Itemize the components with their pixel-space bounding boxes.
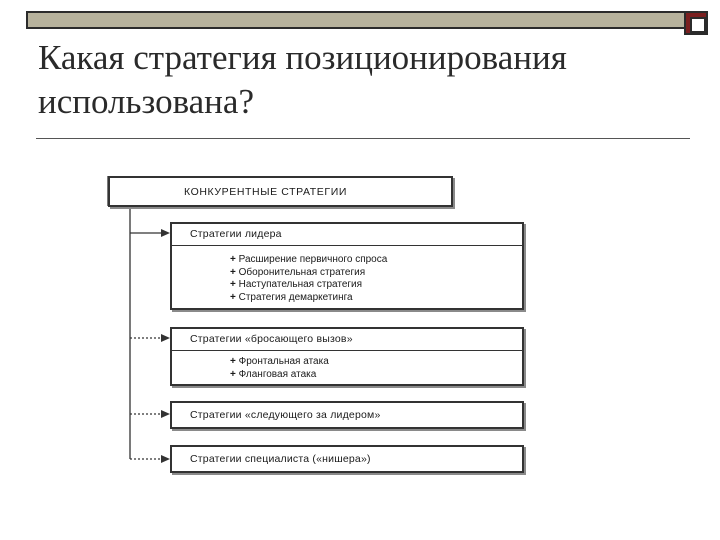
list-item: + Стратегия демаркетинга bbox=[230, 292, 387, 305]
strategy-header bbox=[172, 224, 522, 246]
list-item: + Оборонительная стратегия bbox=[230, 267, 387, 280]
list-item: + Фланговая атака bbox=[230, 369, 329, 382]
list-item: + Расширение первичного спроса bbox=[230, 254, 387, 267]
strategy-box-nicher bbox=[170, 445, 524, 473]
list-item: + Наступательная стратегия bbox=[230, 279, 387, 292]
strategy-header bbox=[172, 329, 522, 351]
strategy-items bbox=[230, 356, 329, 381]
strategy-title: Стратегии лидера bbox=[190, 228, 282, 240]
list-item: + Фронтальная атака bbox=[230, 356, 329, 369]
root-label: КОНКУРЕНТНЫЕ СТРАТЕГИИ bbox=[184, 185, 347, 198]
arrow-challenger-icon bbox=[161, 334, 170, 342]
strategy-title: Стратегии «следующего за лидером» bbox=[190, 409, 381, 421]
strategy-title: Стратегии специалиста («нишера») bbox=[190, 453, 371, 465]
root-box bbox=[108, 176, 453, 207]
strategy-box-leader bbox=[170, 222, 524, 310]
arrow-follower-icon bbox=[161, 410, 170, 418]
arrow-leader-icon bbox=[161, 229, 170, 237]
title-line-1: Какая стратегия позиционирования bbox=[38, 38, 567, 77]
strategy-box-follower bbox=[170, 401, 524, 429]
strategy-title-row bbox=[172, 403, 522, 427]
strategy-title-row bbox=[172, 447, 522, 471]
strategy-title: Стратегии «бросающего вызов» bbox=[190, 333, 353, 345]
title-line-2: использована? bbox=[38, 82, 254, 121]
arrow-nicher-icon bbox=[161, 455, 170, 463]
strategy-items bbox=[230, 254, 387, 304]
strategy-box-challenger bbox=[170, 327, 524, 386]
